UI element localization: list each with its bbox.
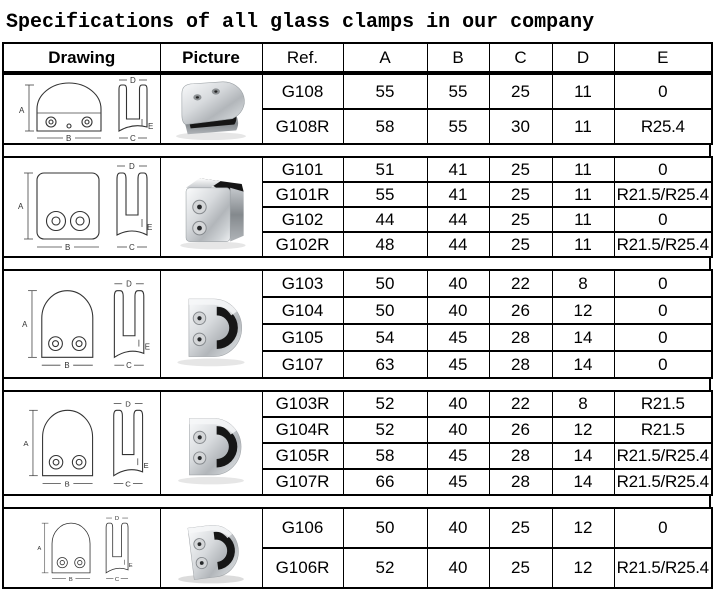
dim-c-cell: 25 [489,508,552,548]
header-row [3,43,712,72]
d-shape-clamp-photo-tilted-icon [163,510,259,586]
dim-e-cell: R21.5 [614,417,712,443]
ref-cell: G106 [262,508,343,548]
dim-e-cell: R21.5/R25.4 [614,232,712,257]
table-row [3,508,712,548]
dim-c-cell: 25 [489,157,552,182]
dim-b-cell: 45 [427,324,489,351]
d-shape-clamp-photo-icon [163,396,259,490]
dim-c-cell: 30 [489,109,552,144]
dim-label-c: C [125,479,131,489]
col-header-c: C [489,43,552,72]
square-clamp-drawing-icon [7,159,157,255]
dim-b-cell: 40 [427,508,489,548]
dim-d-cell: 11 [552,157,614,182]
dome-clamp-drawing-icon [7,273,157,375]
ref-cell: G101R [262,182,343,207]
dim-e-cell: 0 [614,324,712,351]
dim-b-cell: 55 [427,74,489,109]
col-header-d: D [552,43,614,72]
col-header-picture: Picture [160,43,262,72]
dim-label-a: A [17,202,24,211]
dim-c-cell: 25 [489,182,552,207]
dome-clamp-drawing-icon [7,75,157,143]
dim-label-d: D [125,279,132,289]
square-clamp-photo-icon [163,159,259,255]
dim-label-d: D [128,162,135,171]
ref-cell: G108 [262,74,343,109]
dim-a-cell: 44 [343,207,427,232]
dim-d-cell: 12 [552,508,614,548]
dim-c-cell: 28 [489,324,552,351]
col-header-e: E [614,43,712,72]
dim-b-cell: 44 [427,232,489,257]
screw-hole [197,226,202,231]
ref-cell: G103R [262,391,343,417]
dim-label-d: D [125,399,131,409]
dim-d-cell: 12 [552,548,614,588]
dim-d-cell: 12 [552,417,614,443]
ref-cell: G102R [262,232,343,257]
drawing-cell-g103r [3,391,160,495]
dim-a-cell: 63 [343,351,427,378]
dim-c-cell: 26 [489,417,552,443]
dim-a-cell: 50 [343,270,427,297]
picture-cell-g103r [160,391,262,495]
ref-cell: G104R [262,417,343,443]
dim-d-cell: 12 [552,297,614,324]
ref-cell: G103 [262,270,343,297]
group-table-g101 [2,156,713,258]
dim-c-cell: 25 [489,232,552,257]
col-header-drawing: Drawing [3,43,160,72]
group-table-g108 [2,73,713,145]
dim-d-cell: 14 [552,351,614,378]
table-row [3,391,712,417]
ref-cell: G105R [262,443,343,469]
screw-hole [198,456,202,460]
dim-label-e: E [146,223,153,232]
dim-label-b: B [64,243,71,252]
picture-cell-g103 [160,270,262,378]
ref-cell: G105 [262,324,343,351]
screw-hole [197,205,202,210]
dim-a-cell: 54 [343,324,427,351]
dim-b-cell: 41 [427,182,489,207]
ref-cell: G107 [262,351,343,378]
dim-d-cell: 11 [552,74,614,109]
d-shape-clamp-photo-icon [163,276,259,372]
dim-label-b: B [64,361,70,371]
dim-a-cell: 58 [343,443,427,469]
dim-b-cell: 45 [427,351,489,378]
ref-cell: G104 [262,297,343,324]
dim-e-cell: R21.5/R25.4 [614,548,712,588]
dim-e-cell: 0 [614,297,712,324]
dim-a-cell: 52 [343,391,427,417]
dim-b-cell: 44 [427,207,489,232]
group-gap [2,145,711,156]
dim-a-cell: 52 [343,417,427,443]
dome-clamp-drawing-icon [7,393,157,493]
drawing-cell-g101 [3,157,160,257]
dim-a-cell: 52 [343,548,427,588]
screw-hole [197,316,201,320]
dim-a-cell: 55 [343,74,427,109]
dim-a-cell: 50 [343,297,427,324]
dim-label-d: D [129,76,136,85]
dim-b-cell: 45 [427,469,489,495]
dim-e-cell: 0 [614,270,712,297]
spec-header-table [2,42,713,73]
dim-b-cell: 40 [427,270,489,297]
dim-b-cell: 40 [427,548,489,588]
dim-b-cell: 55 [427,109,489,144]
dim-b-cell: 41 [427,157,489,182]
dim-label-a: A [37,546,42,553]
picture-cell-g101 [160,157,262,257]
group-table-g103 [2,269,713,379]
dim-b-cell: 45 [427,443,489,469]
table-row [3,74,712,109]
dim-d-cell: 8 [552,391,614,417]
dim-e-cell: R21.5/R25.4 [614,182,712,207]
dim-e-cell: 0 [614,351,712,378]
table-row [3,157,712,182]
dim-c-cell: 22 [489,270,552,297]
dim-b-cell: 40 [427,417,489,443]
round-clamp-photo-icon [162,76,260,142]
screw-hole [196,96,199,98]
dim-a-cell: 58 [343,109,427,144]
dim-label-a: A [18,106,25,115]
dome-clamp-drawing-icon [7,510,157,586]
ref-cell: G101 [262,157,343,182]
picture-cell-g106 [160,508,262,588]
dim-a-cell: 66 [343,469,427,495]
dim-label-a: A [21,319,28,329]
dim-e-cell: 0 [614,207,712,232]
dim-label-c: C [128,243,135,252]
dim-label-c: C [125,361,132,371]
dim-e-cell: R25.4 [614,109,712,144]
dim-d-cell: 11 [552,109,614,144]
dim-label-b: B [68,576,73,583]
dim-label-a: A [23,438,29,448]
table-row [3,270,712,297]
col-header-ref: Ref. [262,43,343,72]
dim-c-cell: 25 [489,207,552,232]
dim-label-c: C [129,134,136,143]
dim-c-cell: 26 [489,297,552,324]
group-table-g103r [2,390,713,496]
dim-c-cell: 25 [489,548,552,588]
dim-label-e: E [147,122,154,131]
dim-c-cell: 25 [489,74,552,109]
ref-cell: G108R [262,109,343,144]
screw-hole [214,90,217,92]
dim-a-cell: 51 [343,157,427,182]
dim-label-b: B [64,479,70,489]
screw-hole [198,435,202,439]
dim-label-d: D [114,516,119,523]
dim-d-cell: 11 [552,232,614,257]
dim-d-cell: 11 [552,207,614,232]
drawing-cell-g108 [3,74,160,144]
ref-cell: G102 [262,207,343,232]
dim-d-cell: 8 [552,270,614,297]
dim-c-cell: 28 [489,351,552,378]
dim-e-cell: 0 [614,157,712,182]
dim-label-b: B [65,134,72,143]
dim-c-cell: 28 [489,443,552,469]
ref-cell: G106R [262,548,343,588]
dim-c-cell: 28 [489,469,552,495]
picture-cell-g108 [160,74,262,144]
dim-e-cell: R21.5 [614,391,712,417]
dim-d-cell: 14 [552,443,614,469]
dim-a-cell: 55 [343,182,427,207]
dim-label-e: E [143,461,149,470]
col-header-a: A [343,43,427,72]
dim-c-cell: 22 [489,391,552,417]
dim-e-cell: R21.5/R25.4 [614,469,712,495]
screw-hole [197,337,201,341]
page-title: Specifications of all glass clamps in our company [6,11,595,34]
dim-e-cell: 0 [614,508,712,548]
dim-d-cell: 11 [552,182,614,207]
dim-a-cell: 48 [343,232,427,257]
dim-a-cell: 50 [343,508,427,548]
group-gap [2,258,711,269]
group-gap [2,379,711,390]
drawing-cell-g106 [3,508,160,588]
col-header-b: B [427,43,489,72]
dim-b-cell: 40 [427,297,489,324]
dim-label-e: E [128,563,133,569]
dim-label-e: E [144,342,150,352]
dim-e-cell: 0 [614,74,712,109]
drawing-cell-g103 [3,270,160,378]
dim-b-cell: 40 [427,391,489,417]
dim-e-cell: R21.5/R25.4 [614,443,712,469]
dim-d-cell: 14 [552,324,614,351]
ref-cell: G107R [262,469,343,495]
group-gap [2,496,711,507]
dim-label-c: C [114,576,119,583]
group-table-g106 [2,507,713,589]
dim-d-cell: 14 [552,469,614,495]
